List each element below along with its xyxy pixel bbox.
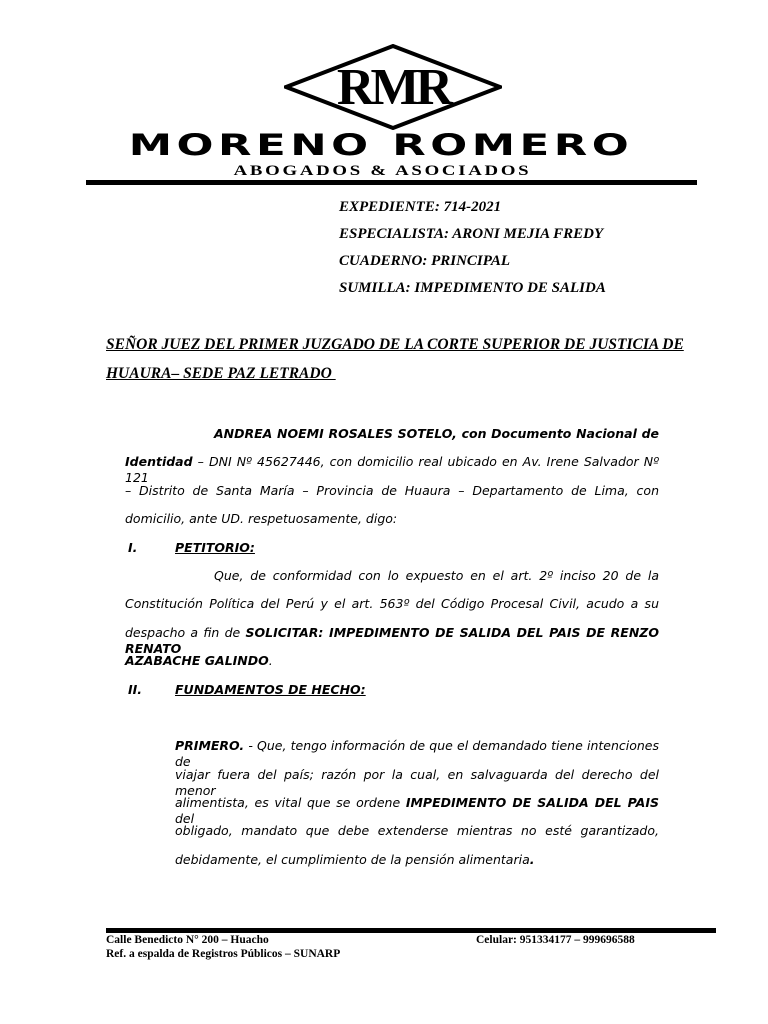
intro-dni: – DNI Nº 45627446, con domicilio real ubicado en Av. Irene Salvador Nº 121 [125, 454, 659, 485]
petitorio-respondent: AZABACHE GALINDO [125, 653, 269, 668]
petitorio-line-4 [125, 653, 659, 669]
primero-line-1 [175, 738, 659, 770]
header-divider [86, 180, 697, 185]
firm-logo-monogram [284, 44, 502, 130]
intro-line-3: – Distrito de Santa María – Provincia de Huaura – Departamento de Lima, con [125, 483, 659, 498]
firm-name: MORENO ROMERO [128, 128, 634, 162]
section-2-title: FUNDAMENTOS DE HECHO: [175, 682, 366, 697]
section-2-number: II. [128, 682, 143, 697]
intro-identidad: Identidad [125, 454, 193, 469]
footer-address: Calle Benedicto N° 200 – Huacho [106, 934, 269, 946]
addressee-line-1: SEÑOR JUEZ DEL PRIMER JUZGADO DE LA CORTE SUPERIOR DE JUSTICIA DE [106, 336, 684, 353]
petitorio-request: SOLICITAR: IMPEDIMENTO DE SALIDA DEL PAIS DE RENZO RENATO [125, 625, 659, 656]
primero-line-2: viajar fuera del país; razón por la cual, en salvaguarda del derecho del menor [175, 767, 659, 798]
intro-line-4: domicilio, ante UD. respetuosamente, digo: [125, 511, 398, 526]
primero-line-3-pre: alimentista, es vital que se ordene [175, 795, 406, 810]
primero-text: - Que, tengo información de que el demandado tiene intenciones de [175, 738, 659, 769]
intro-line-1: ANDREA NOEMI ROSALES SOTELO, con Documento Nacional de [214, 426, 659, 441]
footer-phone: Celular: 951334177 – 999696588 [476, 934, 635, 946]
primero-line-4: obligado, mandato que debe extenderse mientras no esté garantizado, [175, 823, 659, 838]
primero-line-3-post: del [175, 811, 195, 826]
case-sumilla: SUMILLA: IMPEDIMENTO DE SALIDA [339, 280, 606, 296]
firm-subtitle: ABOGADOS & ASOCIADOS [233, 163, 532, 179]
section-1-title: PETITORIO: [175, 540, 255, 555]
addressee-line-2: HUAURA– SEDE PAZ LETRADO [106, 365, 336, 382]
primero-period: . [529, 852, 535, 867]
primero-request: IMPEDIMENTO DE SALIDA DEL PAIS [405, 795, 660, 810]
petitorio-line-2: Constitución Política del Perú y el art. 563º del Código Procesal Civil, acudo a su [125, 596, 659, 611]
case-expediente: EXPEDIENTE: 714-2021 [339, 199, 502, 215]
section-1-number: I. [128, 540, 138, 555]
case-especialista: ESPECIALISTA: ARONI MEJIA FREDY [339, 226, 604, 242]
petitorio-period: . [268, 653, 273, 668]
footer-divider [106, 928, 716, 933]
primero-line-5 [175, 852, 709, 868]
case-cuaderno: CUADERNO: PRINCIPAL [339, 253, 510, 269]
primero-label: PRIMERO. [175, 738, 245, 753]
footer-reference: Ref. a espalda de Registros Públicos – SUNARP [106, 948, 341, 960]
intro-line-2 [125, 454, 659, 486]
monogram-text: RMR [336, 59, 450, 116]
petitorio-pre: despacho a fin de [125, 625, 246, 640]
primero-line-5-text: debidamente, el cumplimiento de la pensión alimentaria [175, 852, 530, 867]
petitorio-line-1: Que, de conformidad con lo expuesto en el art. 2º inciso 20 de la [214, 568, 659, 583]
